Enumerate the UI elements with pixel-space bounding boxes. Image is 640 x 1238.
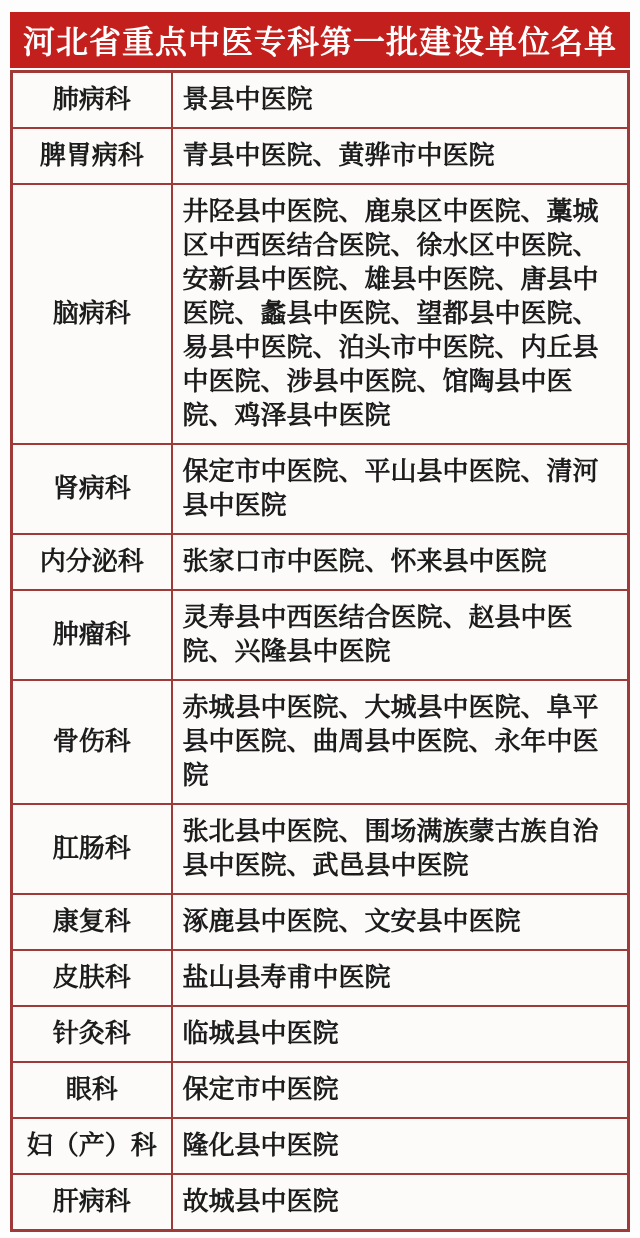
department-cell: 眼科 <box>12 1062 172 1118</box>
table-row <box>12 534 629 590</box>
table-row <box>12 72 629 129</box>
hospitals-cell: 景县中医院 <box>172 72 629 129</box>
table-row <box>12 1062 629 1118</box>
table-row <box>12 950 629 1006</box>
table-body <box>12 72 629 1231</box>
hospitals-cell: 临城县中医院 <box>172 1006 629 1062</box>
department-cell: 脾胃病科 <box>12 128 172 184</box>
department-cell: 康复科 <box>12 894 172 950</box>
department-cell: 内分泌科 <box>12 534 172 590</box>
page-title: 河北省重点中医专科第一批建设单位名单 <box>22 24 617 60</box>
hospitals-cell: 故城县中医院 <box>172 1174 629 1231</box>
hospitals-cell: 灵寿县中西医结合医院、赵县中医院、兴隆县中医院 <box>172 590 629 680</box>
department-cell: 肺病科 <box>12 72 172 129</box>
hospitals-cell: 张家口市中医院、怀来县中医院 <box>172 534 629 590</box>
table-row <box>12 680 629 804</box>
table-row <box>12 894 629 950</box>
hospitals-cell: 保定市中医院 <box>172 1062 629 1118</box>
table-row <box>12 804 629 894</box>
department-cell: 肝病科 <box>12 1174 172 1231</box>
department-cell: 脑病科 <box>12 184 172 444</box>
department-cell: 皮肤科 <box>12 950 172 1006</box>
hospitals-cell: 青县中医院、黄骅市中医院 <box>172 128 629 184</box>
table-row <box>12 590 629 680</box>
department-cell: 骨伤科 <box>12 680 172 804</box>
hospitals-cell: 保定市中医院、平山县中医院、清河县中医院 <box>172 444 629 534</box>
table-row <box>12 184 629 444</box>
specialty-table <box>10 70 630 1232</box>
hospitals-cell: 盐山县寿甫中医院 <box>172 950 629 1006</box>
department-cell: 肿瘤科 <box>12 590 172 680</box>
department-cell: 肛肠科 <box>12 804 172 894</box>
hospitals-cell: 涿鹿县中医院、文安县中医院 <box>172 894 629 950</box>
department-cell: 妇（产）科 <box>12 1118 172 1174</box>
hospitals-cell: 井陉县中医院、鹿泉区中医院、藁城区中西医结合医院、徐水区中医院、安新县中医院、雄县中医院、唐县中医院、蠡县中医院、望都县中医院、易县中医院、泊头市中医院、内丘县中医院、涉县中医院、馆陶县中医院、鸡泽县中医院 <box>172 184 629 444</box>
table-title-banner <box>10 12 630 68</box>
table-row <box>12 1174 629 1231</box>
department-cell: 针灸科 <box>12 1006 172 1062</box>
table-row <box>12 128 629 184</box>
table-row <box>12 1006 629 1062</box>
table-row <box>12 1118 629 1174</box>
hospitals-cell: 隆化县中医院 <box>172 1118 629 1174</box>
hospitals-cell: 赤城县中医院、大城县中医院、阜平县中医院、曲周县中医院、永年中医院 <box>172 680 629 804</box>
department-cell: 肾病科 <box>12 444 172 534</box>
hospitals-cell: 张北县中医院、围场满族蒙古族自治县中医院、武邑县中医院 <box>172 804 629 894</box>
table-row <box>12 444 629 534</box>
